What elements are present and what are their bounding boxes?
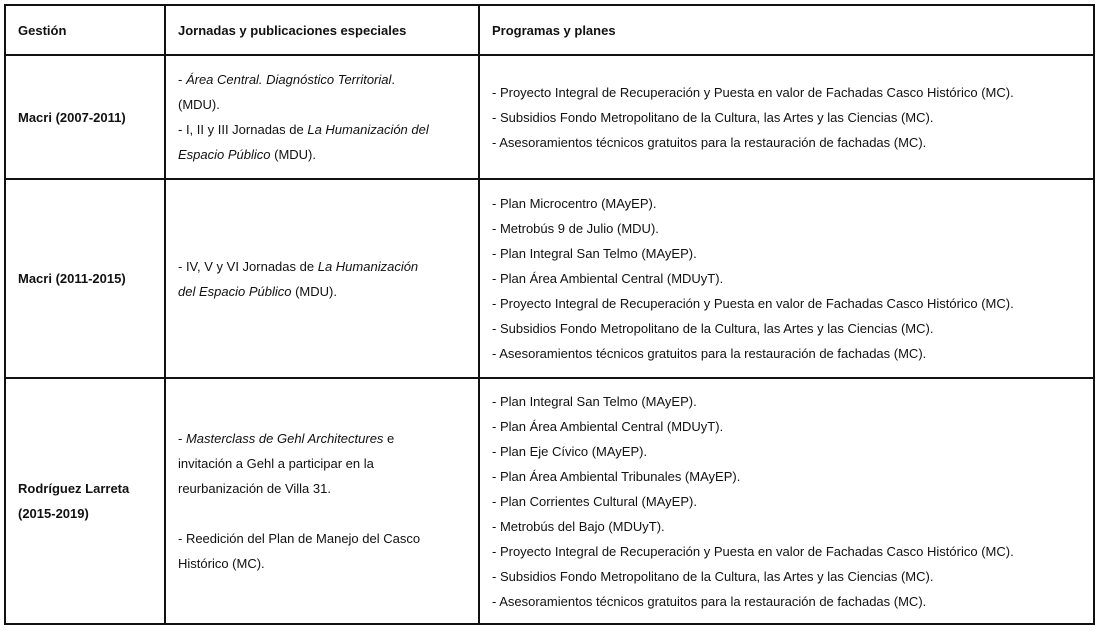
header-jornadas: Jornadas y publicaciones especiales (165, 5, 479, 55)
programa-item: - Plan Eje Cívico (MAyEP). (492, 443, 648, 459)
programa-item: - Asesoramientos técnicos gratuitos para la restauración de fachadas (MC). (492, 346, 927, 361)
italic-title: del Espacio Público (178, 283, 292, 299)
text-segment: - (178, 72, 186, 87)
gestion-label: Macri (2007-2011) (18, 109, 126, 125)
jornadas-cell (165, 179, 479, 378)
jornadas-line (178, 476, 478, 501)
jornadas-line (178, 142, 478, 167)
jornadas-cell (165, 55, 479, 179)
italic-title: La Humanización del (307, 122, 429, 137)
text-segment: Histórico (MC). (178, 556, 265, 571)
text-segment: (MDU). (178, 97, 220, 112)
programa-item: - Proyecto Integral de Recuperación y Puesta en valor de Fachadas Casco Histórico (MC). (492, 296, 1014, 311)
programa-item: - Proyecto Integral de Recuperación y Puesta en valor de Fachadas Casco Histórico (MC). (492, 84, 1014, 100)
italic-title: Masterclass de Gehl Architectures (185, 431, 384, 446)
jornadas-line (178, 526, 478, 551)
table-row (5, 179, 1094, 378)
jornadas-line (178, 92, 478, 117)
text-segment: . (391, 72, 396, 87)
jornadas-line (178, 117, 478, 142)
jornadas-line (178, 501, 478, 526)
gestion-label: Macri (2011-2015) (18, 271, 126, 286)
programa-item: - Plan Área Ambiental Tribunales (MAyEP). (492, 468, 741, 484)
programas-cell (479, 179, 1094, 378)
programa-item: - Plan Corrientes Cultural (MAyEP). (492, 493, 697, 509)
programa-item: - Metrobús 9 de Julio (MDU). (492, 221, 659, 236)
programa-item: - Metrobús del Bajo (MDUyT). (492, 518, 665, 534)
text-segment: e (383, 431, 395, 446)
jornadas-line (178, 279, 478, 304)
jornadas-line (178, 67, 478, 92)
text-segment: (MDU). (270, 147, 316, 162)
programas-cell (479, 55, 1094, 179)
programas-cell (479, 378, 1094, 624)
jornadas-line (178, 426, 478, 451)
management-table (4, 4, 1095, 625)
header-programas: Programas y planes (479, 5, 1094, 55)
jornadas-cell (165, 378, 479, 624)
programa-item: - Plan Área Ambiental Central (MDUyT). (492, 271, 724, 286)
jornadas-line (178, 551, 478, 576)
italic-title: Espacio Público (178, 147, 271, 162)
jornadas-line (178, 451, 478, 476)
programa-item: - Plan Integral San Telmo (MAyEP). (492, 246, 697, 261)
table-row (5, 378, 1094, 624)
gestion-cell (5, 55, 165, 179)
text-segment: invitación a Gehl a participar en la (178, 456, 374, 471)
programa-item: - Plan Microcentro (MAyEP). (492, 196, 657, 211)
programa-item: - Asesoramientos técnicos gratuitos para la restauración de fachadas (MC). (492, 593, 927, 609)
gestion-cell (5, 378, 165, 624)
text-segment: (MDU). (291, 283, 337, 299)
gestion-label: (2015-2019) (18, 506, 89, 521)
jornadas-line (178, 254, 478, 279)
programa-item: - Subsidios Fondo Metropolitano de la Cultura, las Artes y las Ciencias (MC). (492, 321, 934, 336)
header-gestion: Gestión (5, 5, 165, 55)
text-segment: - Reedición del Plan de Manejo del Casco (178, 531, 421, 546)
header-row (5, 5, 1094, 55)
programa-item: - Plan Integral San Telmo (MAyEP). (492, 393, 697, 409)
gestion-label: Rodríguez Larreta (18, 481, 130, 496)
italic-title: Área Central. Diagnóstico Territorial (185, 72, 392, 87)
gestion-cell (5, 179, 165, 378)
italic-title: La Humanización (317, 258, 419, 274)
programa-item: - Proyecto Integral de Recuperación y Puesta en valor de Fachadas Casco Histórico (MC). (492, 543, 1014, 559)
text-segment: - IV, V y VI Jornadas de (178, 258, 318, 274)
programa-item: - Plan Área Ambiental Central (MDUyT). (492, 418, 724, 434)
table-row (5, 55, 1094, 179)
programa-item: - Subsidios Fondo Metropolitano de la Cultura, las Artes y las Ciencias (MC). (492, 109, 934, 125)
text-segment: reurbanización de Villa 31. (178, 481, 331, 496)
text-segment: - I, II y III Jornadas de (178, 122, 308, 137)
programa-item: - Subsidios Fondo Metropolitano de la Cultura, las Artes y las Ciencias (MC). (492, 568, 934, 584)
programa-item: - Asesoramientos técnicos gratuitos para la restauración de fachadas (MC). (492, 134, 927, 150)
text-segment: - (178, 431, 186, 446)
